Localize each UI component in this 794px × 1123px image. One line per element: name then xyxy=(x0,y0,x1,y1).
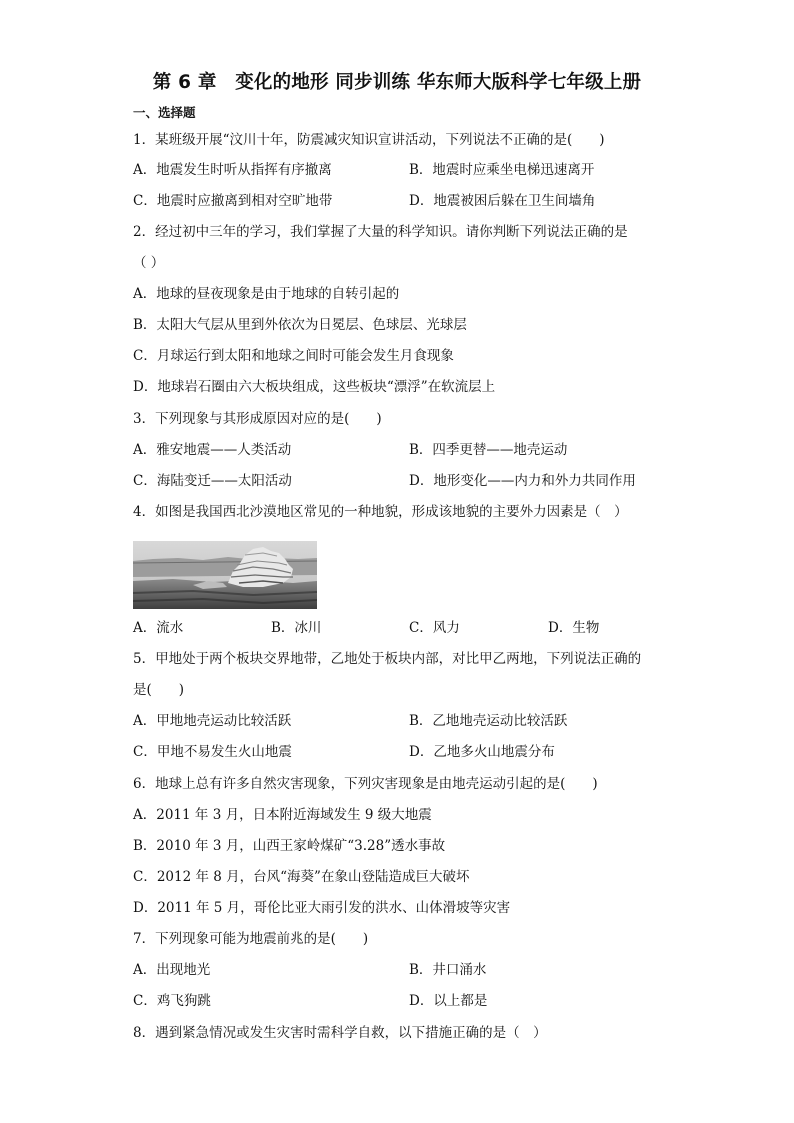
question-1-option-d: D．地震被困后躲在卫生间墙角 xyxy=(409,193,596,209)
question-7-stem: 7．下列现象可能为地震前兆的是( ) xyxy=(133,931,369,947)
question-2-option-a: A．地球的昼夜现象是由于地球的自转引起的 xyxy=(133,286,400,302)
question-4-stem: 4．如图是我国西北沙漠地区常见的一种地貌，形成该地貌的主要外力因素是（ ） xyxy=(133,504,628,520)
question-7-option-c: C．鸡飞狗跳 xyxy=(133,993,211,1009)
question-6-option-d: D．2011 年 5 月，哥伦比亚大雨引发的洪水、山体滑坡等灾害 xyxy=(133,900,511,916)
question-1-option-b: B．地震时应乘坐电梯迅速离开 xyxy=(409,162,595,178)
landform-photo xyxy=(133,541,317,609)
question-3-option-a: A．雅安地震——人类活动 xyxy=(133,442,292,458)
question-6-option-c: C．2012 年 8 月，台风“海葵”在象山登陆造成巨大破坏 xyxy=(133,869,470,885)
question-5-option-b: B．乙地地壳运动比较活跃 xyxy=(409,713,568,729)
section-heading: 一、选择题 xyxy=(133,105,196,120)
question-7-option-b: B．井口涌水 xyxy=(409,962,487,978)
question-2-option-d: D．地球岩石圈由六大板块组成，这些板块“漂浮”在软流层上 xyxy=(133,379,496,395)
question-4-option-c: C．风力 xyxy=(409,620,460,636)
question-4-option-b: B．冰川 xyxy=(271,620,322,636)
question-5-option-c: C．甲地不易发生火山地震 xyxy=(133,744,292,760)
question-8-stem: 8．遇到紧急情况或发生灾害时需科学自救，以下措施正确的是（ ） xyxy=(133,1025,547,1041)
question-2-stem-cont: （ ） xyxy=(133,255,165,271)
question-7-option-d: D．以上都是 xyxy=(409,993,488,1009)
question-7-option-a: A．出现地光 xyxy=(133,962,211,978)
question-5-stem: 5．甲地处于两个板块交界地带，乙地处于板块内部，对比甲乙两地，下列说法正确的 xyxy=(133,651,642,667)
page-title: 第 6 章 变化的地形 同步训练 华东师大版科学七年级上册 xyxy=(152,72,642,93)
question-2-option-c: C．月球运行到太阳和地球之间时可能会发生月食现象 xyxy=(133,348,454,364)
question-3-option-d: D．地形变化——内力和外力共同作用 xyxy=(409,473,636,489)
question-6-option-b: B．2010 年 3 月，山西王家岭煤矿“3.28”透水事故 xyxy=(133,838,446,854)
question-5-stem-cont: 是( ) xyxy=(133,682,185,698)
question-4-option-d: D．生物 xyxy=(548,620,600,636)
question-5-option-a: A．甲地地壳运动比较活跃 xyxy=(133,713,292,729)
question-3-stem: 3．下列现象与其形成原因对应的是( ) xyxy=(133,411,382,427)
question-2-stem: 2．经过初中三年的学习，我们掌握了大量的科学知识。请你判断下列说法正确的是 xyxy=(133,224,628,240)
question-6-stem: 6．地球上总有许多自然灾害现象，下列灾害现象是由地壳运动引起的是( ) xyxy=(133,776,598,792)
question-3-option-b: B．四季更替——地壳运动 xyxy=(409,442,568,458)
question-5-option-d: D．乙地多火山地震分布 xyxy=(409,744,555,760)
question-2-option-b: B．太阳大气层从里到外依次为日冕层、色球层、光球层 xyxy=(133,317,467,333)
question-1-stem: 1．某班级开展“汶川十年，防震减灾知识宣讲活动，下列说法不正确的是( ) xyxy=(133,132,605,148)
question-1-option-c: C．地震时应撤离到相对空旷地带 xyxy=(133,193,333,209)
question-1-option-a: A．地震发生时听从指挥有序撤离 xyxy=(133,162,332,178)
question-3-option-c: C．海陆变迁——太阳活动 xyxy=(133,473,292,489)
question-6-option-a: A．2011 年 3 月，日本附近海域发生 9 级大地震 xyxy=(133,807,432,823)
question-4-option-a: A．流水 xyxy=(133,620,184,636)
